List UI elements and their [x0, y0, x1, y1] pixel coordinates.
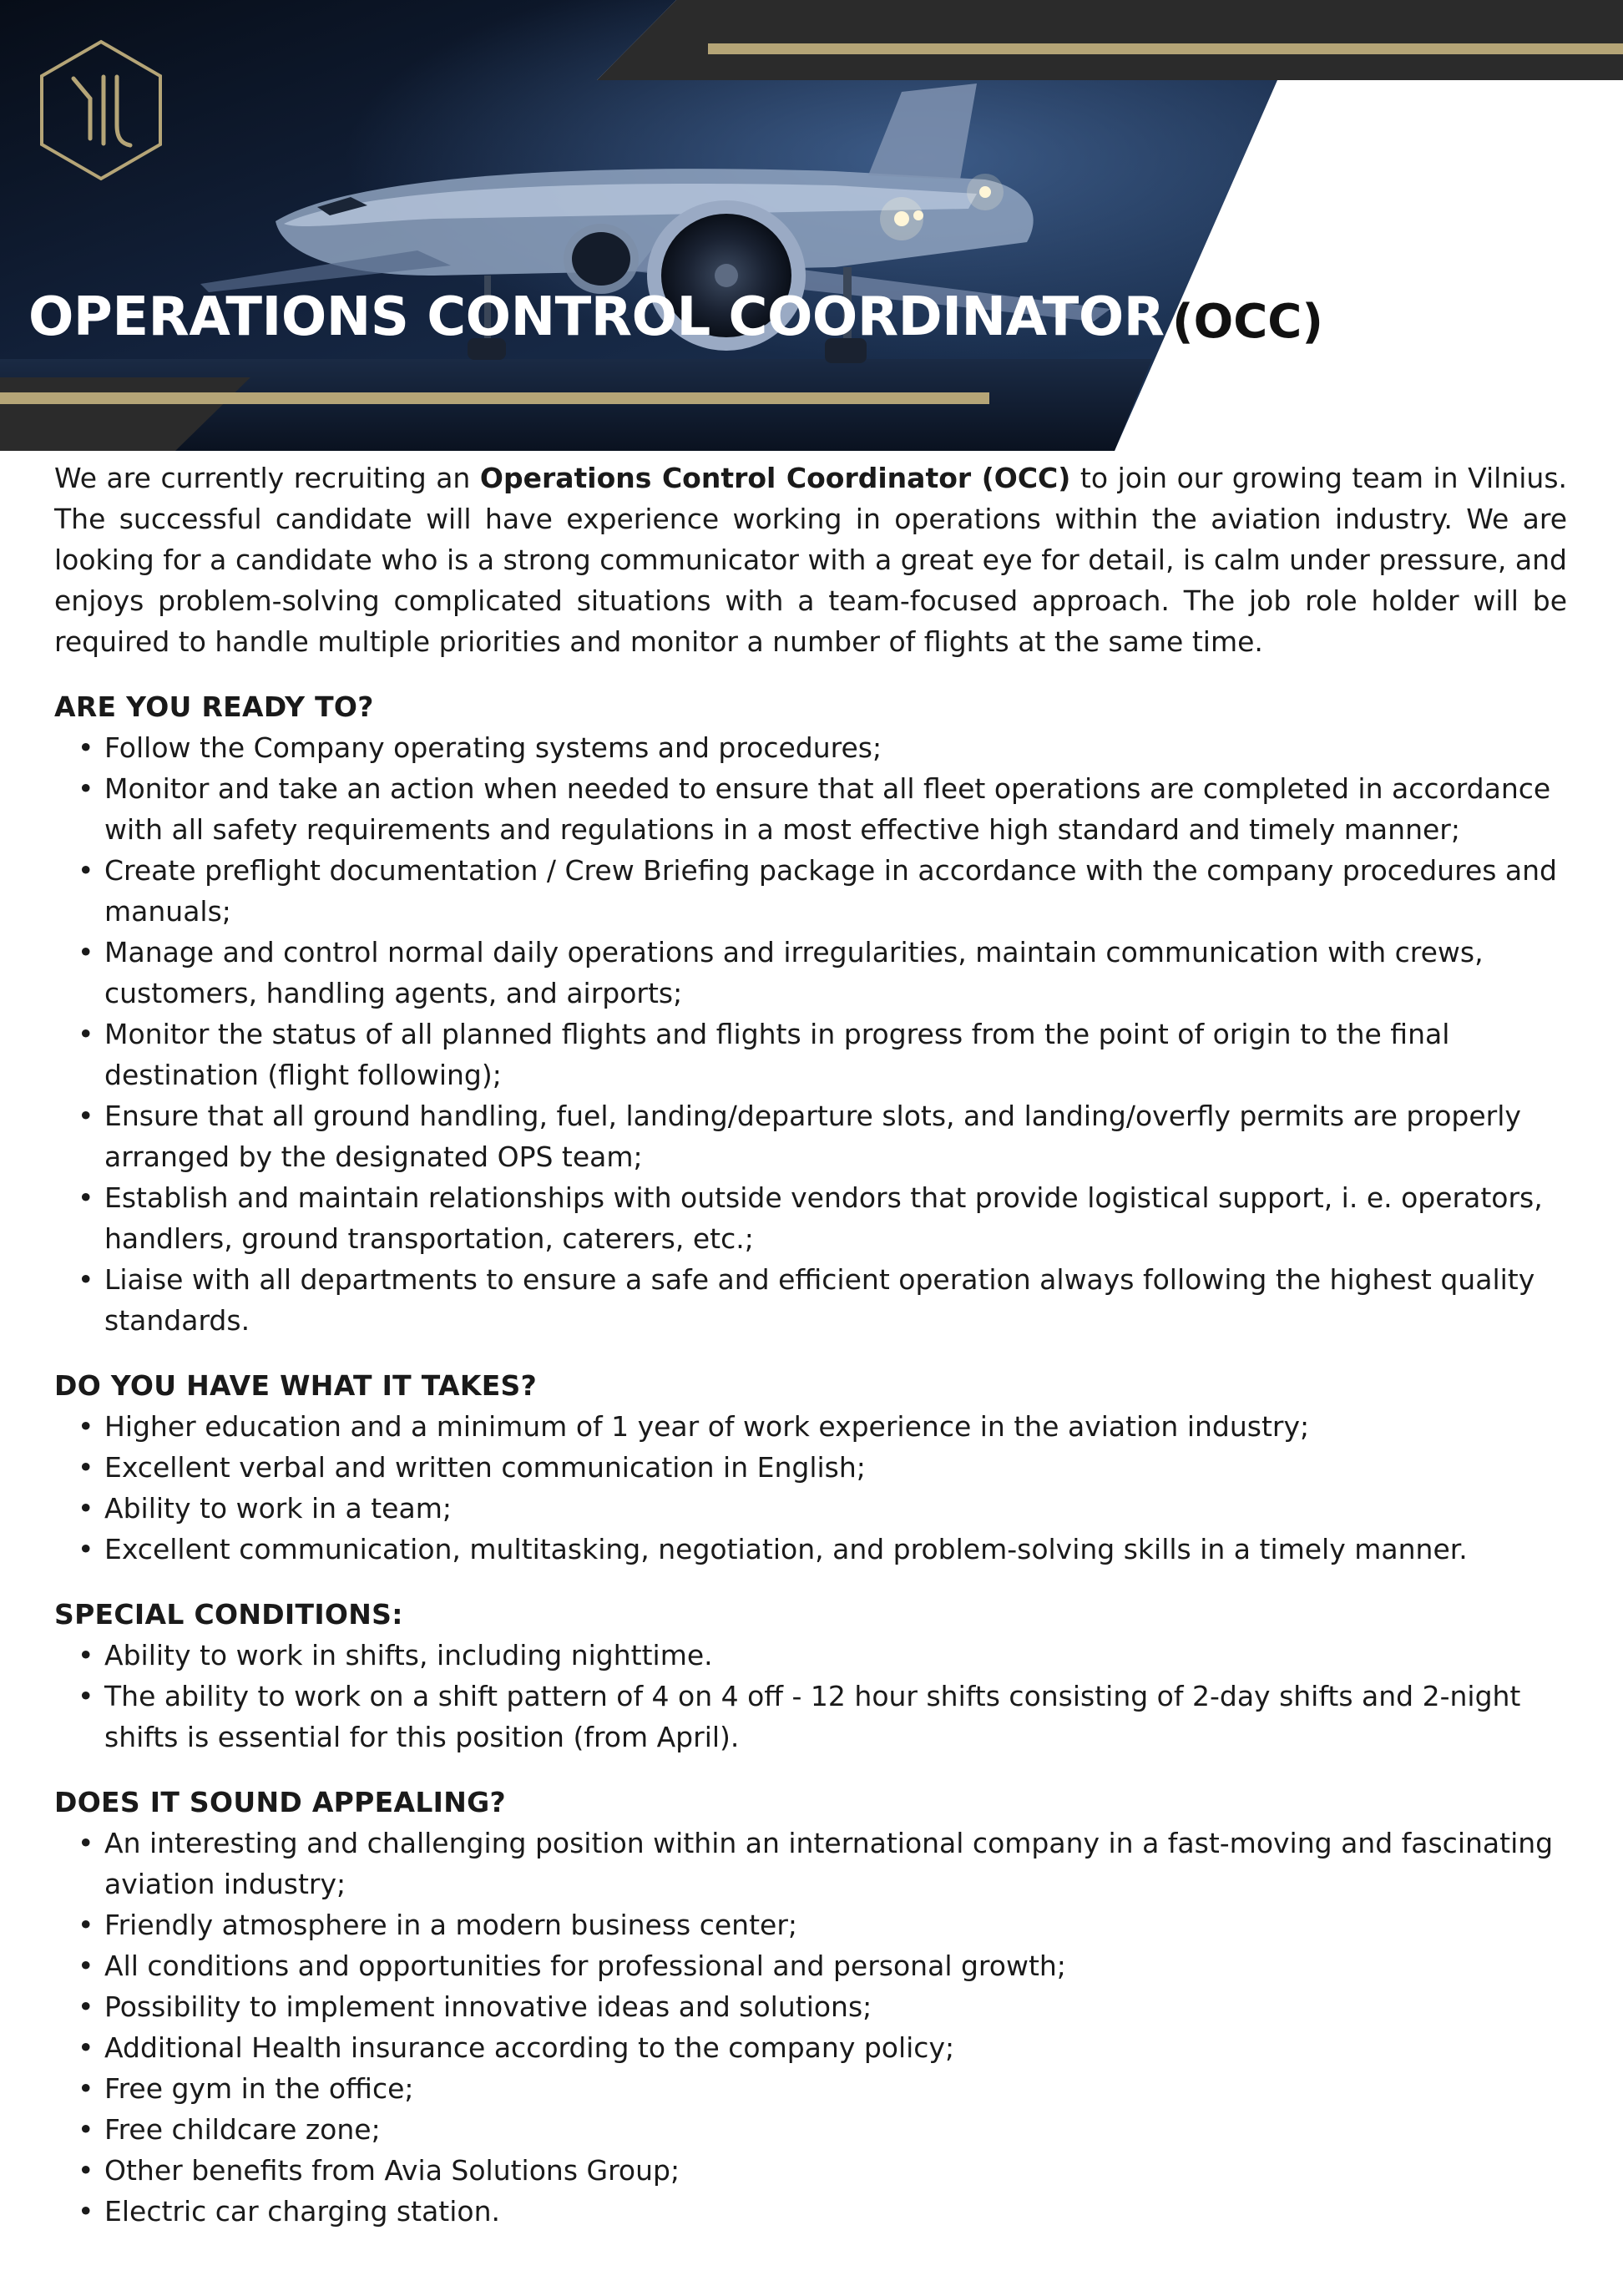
list-item: • Ensure that all ground handling, fuel, landing/departure slots, and landing/overfly permits are properly arranged by the designated OPS team;	[104, 1095, 1567, 1177]
list-item: • Excellent verbal and written communication in English;	[104, 1447, 1567, 1488]
list-item: • Electric car charging station.	[104, 2191, 1567, 2232]
list-item: • Free childcare zone;	[104, 2109, 1567, 2150]
requirements-list	[54, 1406, 1567, 1570]
list-item: • Possibility to implement innovative ideas and solutions;	[104, 1986, 1567, 2027]
list-item: • The ability to work on a shift pattern of 4 on 4 off - 12 hour shifts consisting of 2-day shifts and 2-night shifts is essential for this position (from April).	[104, 1676, 1567, 1757]
list-item: • Manage and control normal daily operations and irregularities, maintain communication with crews, customers, handling agents, and airports;	[104, 932, 1567, 1014]
conditions-list	[54, 1635, 1567, 1757]
hero-banner	[0, 0, 1623, 451]
list-item: • Follow the Company operating systems and procedures;	[104, 727, 1567, 768]
list-item: • Establish and maintain relationships with outside vendors that provide logistical support, i. e. operators, handlers, ground transportation, caterers, etc.;	[104, 1177, 1567, 1259]
hero-graphic	[0, 0, 1623, 451]
job-title: OPERATIONS CONTROL COORDINATOR	[28, 286, 1165, 348]
section-heading: DOES IT SOUND APPEALING?	[54, 1786, 506, 1818]
list-item: • Excellent communication, multitasking, negotiation, and problem-solving skills in a timely manner.	[104, 1529, 1567, 1570]
job-title-abbreviation: (OCC)	[1172, 295, 1323, 349]
list-item: • Ability to work in a team;	[104, 1488, 1567, 1529]
intro-text-body: to join our growing team in Vilnius. The successful candidate will have experience working in operations within the aviation industry. We are looking for a candidate who is a strong communicator with a great eye for detail, is calm under pressure, and enjoys problem-solving complicated situations with a team-focused approach. The job role holder will be required to handle multiple priorities and monitor a number of flights at the same time.	[54, 462, 1568, 658]
intro-role-name: Operations Control Coordinator (OCC)	[479, 462, 1071, 494]
top-dark-band	[597, 0, 1623, 80]
section-heading: SPECIAL CONDITIONS:	[54, 1598, 403, 1631]
job-description	[54, 458, 1567, 2232]
list-item: • Other benefits from Avia Solutions Group;	[104, 2150, 1567, 2191]
section-requirements	[54, 1366, 1567, 1570]
intro-paragraph	[54, 458, 1567, 662]
section-heading: DO YOU HAVE WHAT IT TAKES?	[54, 1369, 538, 1402]
top-gold-stripe	[708, 43, 1623, 54]
section-special-conditions	[54, 1595, 1567, 1757]
list-item: • Liaise with all departments to ensure a safe and efficient operation always following the highest quality standards.	[104, 1259, 1567, 1341]
list-item: • Ability to work in shifts, including nighttime.	[104, 1635, 1567, 1676]
list-item: • Create preflight documentation / Crew Briefing package in accordance with the company procedures and manuals;	[104, 850, 1567, 932]
bottom-gold-stripe	[0, 392, 989, 404]
list-item: • Free gym in the office;	[104, 2068, 1567, 2109]
section-responsibilities	[54, 687, 1567, 1341]
list-item: • Monitor the status of all planned flights and flights in progress from the point of origin to the final destination (flight following);	[104, 1014, 1567, 1095]
section-benefits	[54, 1783, 1567, 2232]
list-item: • An interesting and challenging position within an international company in a fast-moving and fascinating aviation industry;	[104, 1823, 1567, 1904]
list-item: • Monitor and take an action when needed to ensure that all fleet operations are completed in accordance with all safety requirements and regulations in a most effective high standard and timely manner;	[104, 768, 1567, 850]
section-heading: ARE YOU READY TO?	[54, 690, 374, 723]
intro-text-lead: We are currently recruiting an	[54, 462, 480, 494]
list-item: • All conditions and opportunities for professional and personal growth;	[104, 1945, 1567, 1986]
list-item: • Higher education and a minimum of 1 year of work experience in the aviation industry;	[104, 1406, 1567, 1447]
list-item: • Friendly atmosphere in a modern business center;	[104, 1904, 1567, 1945]
responsibilities-list	[54, 727, 1567, 1341]
list-item: • Additional Health insurance according to the company policy;	[104, 2027, 1567, 2068]
benefits-list	[54, 1823, 1567, 2232]
